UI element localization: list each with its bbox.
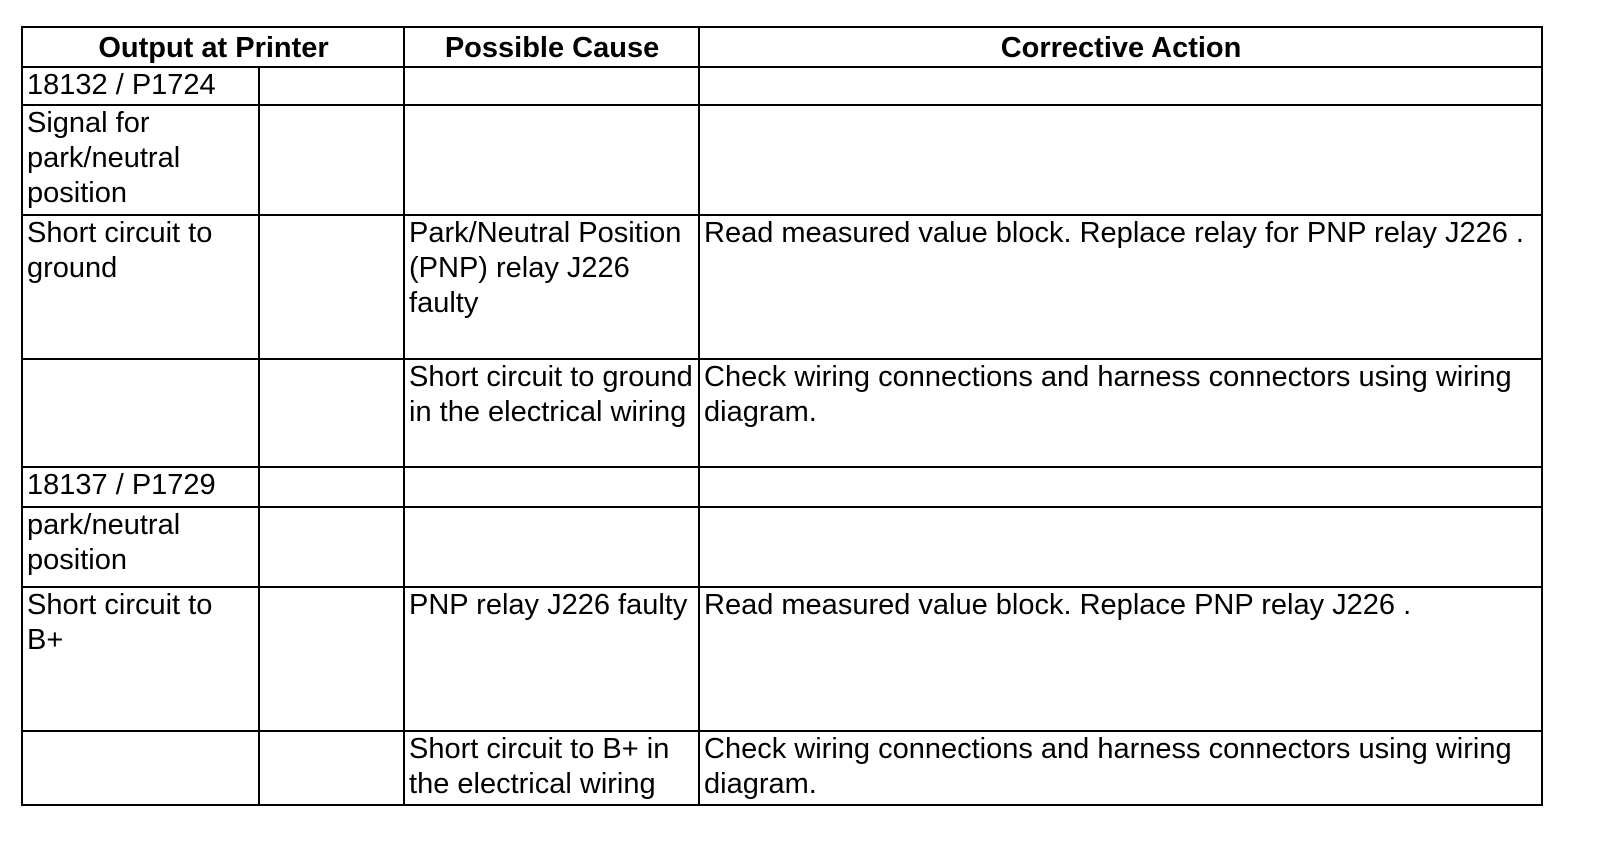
sub-cell <box>259 467 404 507</box>
output-cell: Short circuit to B+ <box>22 587 259 731</box>
table-row <box>22 507 1542 587</box>
table-header-row <box>22 27 1542 67</box>
action-cell: Read measured value block. Replace PNP relay J226 . <box>699 587 1542 731</box>
cause-cell <box>404 507 699 587</box>
cause-cell <box>404 105 699 215</box>
output-cell <box>22 359 259 467</box>
cause-cell <box>404 67 699 105</box>
output-cell: park/neutral position <box>22 507 259 587</box>
sub-cell <box>259 215 404 359</box>
cause-cell: Park/Neutral Position (PNP) relay J226 faulty <box>404 215 699 359</box>
diagnostic-trouble-code-table <box>21 26 1543 806</box>
action-cell <box>699 67 1542 105</box>
output-cell: Signal for park/neutral position <box>22 105 259 215</box>
cause-cell: PNP relay J226 faulty <box>404 587 699 731</box>
output-cell <box>22 731 259 805</box>
action-cell: Read measured value block. Replace relay for PNP relay J226 . <box>699 215 1542 359</box>
sub-cell <box>259 359 404 467</box>
cause-cell <box>404 467 699 507</box>
table-row <box>22 105 1542 215</box>
table-row <box>22 731 1542 805</box>
action-cell <box>699 507 1542 587</box>
action-cell: Check wiring connections and harness connectors using wiring diagram. <box>699 731 1542 805</box>
header-output-at-printer: Output at Printer <box>22 27 404 67</box>
sub-cell <box>259 105 404 215</box>
sub-cell <box>259 731 404 805</box>
table-row <box>22 467 1542 507</box>
header-possible-cause: Possible Cause <box>404 27 699 67</box>
sub-cell <box>259 587 404 731</box>
header-corrective-action: Corrective Action <box>699 27 1542 67</box>
action-cell <box>699 467 1542 507</box>
action-cell <box>699 105 1542 215</box>
output-cell: Short circuit to ground <box>22 215 259 359</box>
cause-cell: Short circuit to B+ in the electrical wiring <box>404 731 699 805</box>
output-cell: 18132 / P1724 <box>22 67 259 105</box>
action-cell: Check wiring connections and harness connectors using wiring diagram. <box>699 359 1542 467</box>
table-row <box>22 67 1542 105</box>
table-row <box>22 359 1542 467</box>
output-cell: 18137 / P1729 <box>22 467 259 507</box>
table-row <box>22 587 1542 731</box>
sub-cell <box>259 67 404 105</box>
table-row <box>22 215 1542 359</box>
cause-cell: Short circuit to ground in the electrical wiring <box>404 359 699 467</box>
sub-cell <box>259 507 404 587</box>
